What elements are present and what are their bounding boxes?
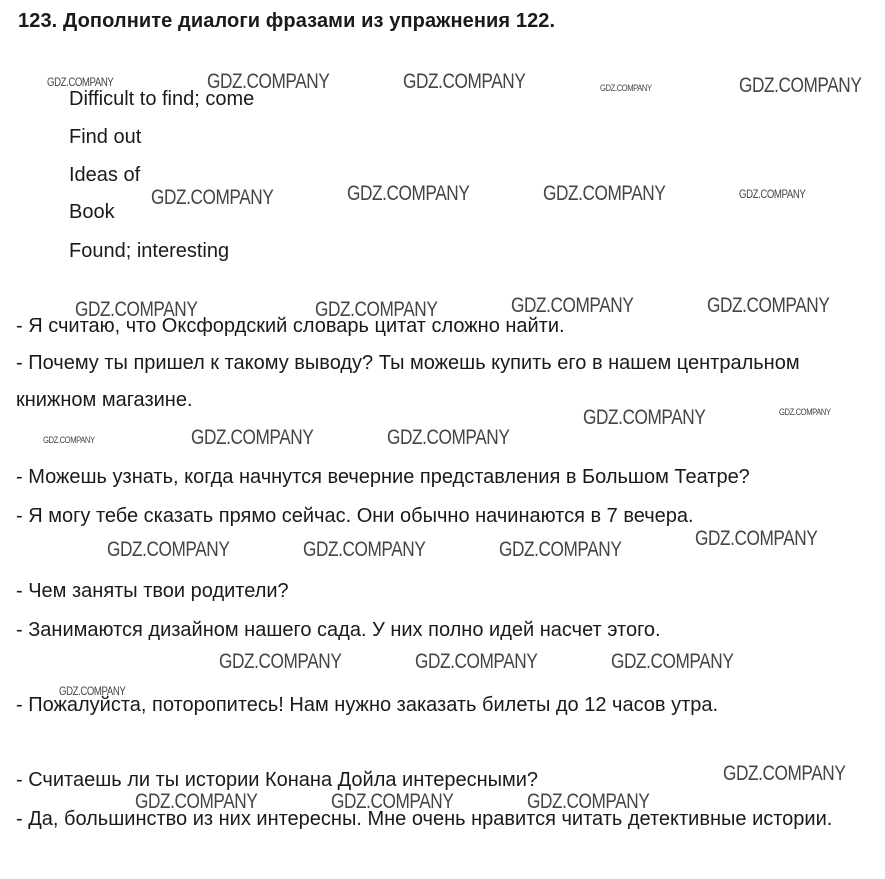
watermark: GDZ.COMPANY: [387, 426, 510, 449]
phrase-item: Difficult to find; come: [69, 88, 255, 110]
watermark: GDZ.COMPANY: [415, 650, 538, 673]
phrase-item: Book: [69, 201, 115, 223]
watermark: GDZ.COMPANY: [207, 70, 330, 93]
watermark: GDZ.COMPANY: [600, 83, 652, 93]
watermark: GDZ.COMPANY: [191, 426, 314, 449]
watermark: GDZ.COMPANY: [695, 527, 818, 550]
watermark: GDZ.COMPANY: [303, 538, 426, 561]
dialogue-line: - Я считаю, что Оксфордский словарь цитат сложно найти.: [16, 315, 565, 337]
dialogue-line: - Считаешь ли ты истории Конана Дойла интересными?: [16, 769, 539, 791]
watermark: GDZ.COMPANY: [403, 70, 526, 93]
watermark: GDZ.COMPANY: [511, 294, 634, 317]
watermark: GDZ.COMPANY: [347, 182, 470, 205]
dialogue-line: - Можешь узнать, когда начнутся вечерние представления в Большом Театре?: [16, 466, 750, 488]
watermark: GDZ.COMPANY: [739, 187, 806, 201]
dialogue-line: - Пожалуйста, поторопитесь! Нам нужно заказать билеты до 12 часов утра.: [16, 694, 719, 716]
watermark: GDZ.COMPANY: [315, 298, 438, 321]
phrase-item: Found; interesting: [69, 240, 230, 262]
dialogue-line: - Чем заняты твои родители?: [16, 580, 289, 602]
watermark: GDZ.COMPANY: [779, 407, 831, 417]
watermark: GDZ.COMPANY: [499, 538, 622, 561]
dialogue-line: - Занимаются дизайном нашего сада. У них полно идей насчет этого.: [16, 619, 661, 641]
watermark: GDZ.COMPANY: [739, 74, 862, 97]
watermark: GDZ.COMPANY: [527, 790, 650, 813]
watermark: GDZ.COMPANY: [59, 684, 126, 698]
watermark: GDZ.COMPANY: [219, 650, 342, 673]
watermark: GDZ.COMPANY: [707, 294, 830, 317]
watermark: GDZ.COMPANY: [151, 186, 274, 209]
watermark: GDZ.COMPANY: [723, 762, 846, 785]
dialogue-line: - Почему ты пришел к такому выводу? Ты можешь купить его в нашем центральном книжном магазине.: [16, 352, 800, 411]
watermark: GDZ.COMPANY: [43, 435, 95, 445]
watermark: GDZ.COMPANY: [331, 790, 454, 813]
watermark: GDZ.COMPANY: [611, 650, 734, 673]
watermark: GDZ.COMPANY: [47, 75, 114, 89]
watermark: GDZ.COMPANY: [543, 182, 666, 205]
watermark: GDZ.COMPANY: [107, 538, 230, 561]
watermark: GDZ.COMPANY: [75, 298, 198, 321]
dialogue-line: - Я могу тебе сказать прямо сейчас. Они обычно начинаются в 7 вечера.: [16, 505, 694, 527]
dialogue-line: - Да, большинство из них интересны. Мне очень нравится читать детективные истории.: [16, 808, 833, 830]
phrase-item: Find out: [69, 126, 142, 148]
watermark: GDZ.COMPANY: [135, 790, 258, 813]
watermark: GDZ.COMPANY: [583, 406, 706, 429]
phrase-item: Ideas of: [69, 164, 141, 186]
exercise-title: 123. Дополните диалоги фразами из упражнения 122.: [18, 10, 556, 32]
